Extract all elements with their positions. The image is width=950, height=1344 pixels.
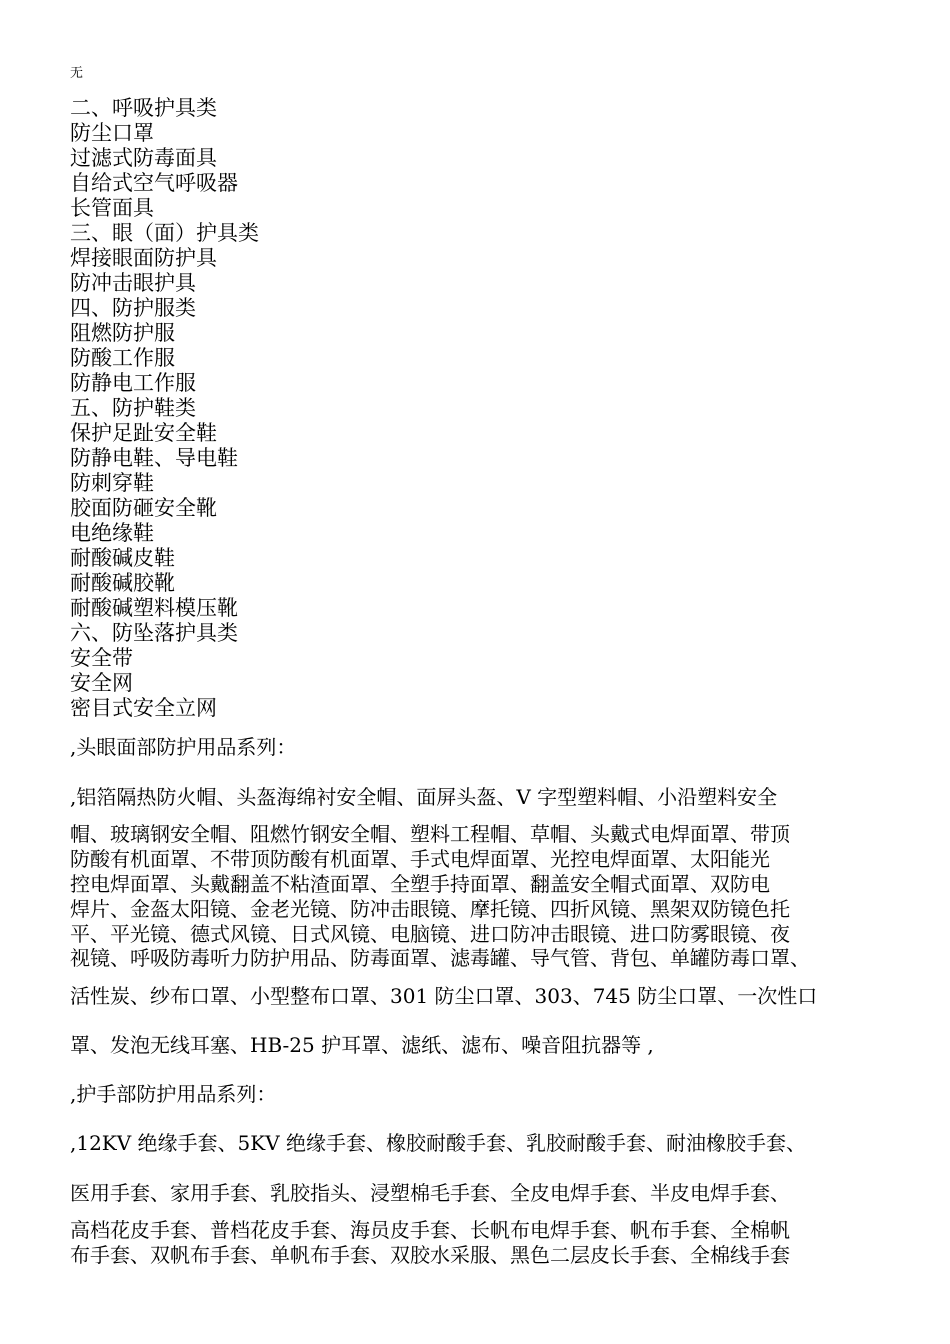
list-item: 胶面防砸安全靴 — [70, 496, 217, 520]
paragraph-line: 布手套、双帆布手套、单帆布手套、双胶水采服、黑色二层皮长手套、全棉线手套 — [70, 1243, 790, 1267]
list-item: 安全网 — [70, 671, 133, 695]
list-item: 防刺穿鞋 — [70, 471, 154, 495]
equipment-list — [70, 96, 259, 721]
paragraph-line: 医用手套、家用手套、乳胶指头、浸塑棉毛手套、全皮电焊手套、半皮电焊手套、 — [70, 1181, 790, 1205]
section-heading-hand: ,护手部防护用品系列： — [70, 1082, 277, 1106]
list-item: 三、眼（面）护具类 — [70, 221, 259, 245]
list-item: 耐酸碱塑料模压靴 — [70, 596, 238, 620]
paragraph-line: 视镜、呼吸防毒听力防护用品、防毒面罩、滤毒罐、导气管、背包、单罐防毒口罩、 — [70, 946, 810, 970]
list-item: 防冲击眼护具 — [70, 271, 196, 295]
list-item: 防酸工作服 — [70, 346, 175, 370]
paragraph-line: 罩、发泡无线耳塞、HB-25 护耳罩、滤纸、滤布、噪音阻抗器等 , — [70, 1033, 654, 1057]
list-item: 焊接眼面防护具 — [70, 246, 217, 270]
paragraph-line: 平、平光镜、德式风镜、日式风镜、电脑镜、进口防冲击眼镜、进口防雾眼镜、夜 — [70, 922, 790, 946]
list-item: 五、防护鞋类 — [70, 396, 196, 420]
list-item: 六、防坠落护具类 — [70, 621, 238, 645]
paragraph-line: 防酸有机面罩、不带顶防酸有机面罩、手式电焊面罩、光控电焊面罩、太阳能光 — [70, 847, 770, 871]
paragraph-line: ,铝箔隔热防火帽、头盔海绵衬安全帽、面屏头盔、V 字型塑料帽、小沿塑料安全 — [70, 785, 778, 809]
list-item: 长管面具 — [70, 196, 154, 220]
paragraph-line: 高档花皮手套、普档花皮手套、海员皮手套、长帆布电焊手套、帆布手套、全棉帆 — [70, 1218, 790, 1242]
list-item: 二、呼吸护具类 — [70, 96, 217, 120]
list-item: 阻燃防护服 — [70, 321, 175, 345]
list-item: 过滤式防毒面具 — [70, 146, 217, 170]
paragraph-line: 帽、玻璃钢安全帽、阻燃竹钢安全帽、塑料工程帽、草帽、头戴式电焊面罩、带顶 — [70, 822, 790, 846]
list-item: 防尘口罩 — [70, 121, 154, 145]
paragraph-line: 焊片、金盔太阳镜、金老光镜、防冲击眼镜、摩托镜、四折风镜、黑架双防镜色托 — [70, 897, 790, 921]
list-item: 密目式安全立网 — [70, 696, 217, 720]
header-note: 无 — [70, 66, 84, 81]
list-item: 四、防护服类 — [70, 296, 196, 320]
list-item: 防静电工作服 — [70, 371, 196, 395]
section-heading-head-face: ,头眼面部防护用品系列： — [70, 735, 297, 759]
paragraph-line: 控电焊面罩、头戴翻盖不粘渣面罩、全塑手持面罩、翻盖安全帽式面罩、双防电 — [70, 872, 770, 896]
list-item: 耐酸碱胶靴 — [70, 571, 175, 595]
list-item: 安全带 — [70, 646, 133, 670]
list-item: 电绝缘鞋 — [70, 521, 154, 545]
list-item: 耐酸碱皮鞋 — [70, 546, 175, 570]
paragraph-line: 活性炭、纱布口罩、小型整布口罩、301 防尘口罩、303、745 防尘口罩、一次性口 — [70, 984, 818, 1008]
list-item: 保护足趾安全鞋 — [70, 421, 217, 445]
paragraph-line: ,12KV 绝缘手套、5KV 绝缘手套、橡胶耐酸手套、乳胶耐酸手套、耐油橡胶手套、 — [70, 1131, 807, 1155]
list-item: 防静电鞋、导电鞋 — [70, 446, 238, 470]
list-item: 自给式空气呼吸器 — [70, 171, 238, 195]
